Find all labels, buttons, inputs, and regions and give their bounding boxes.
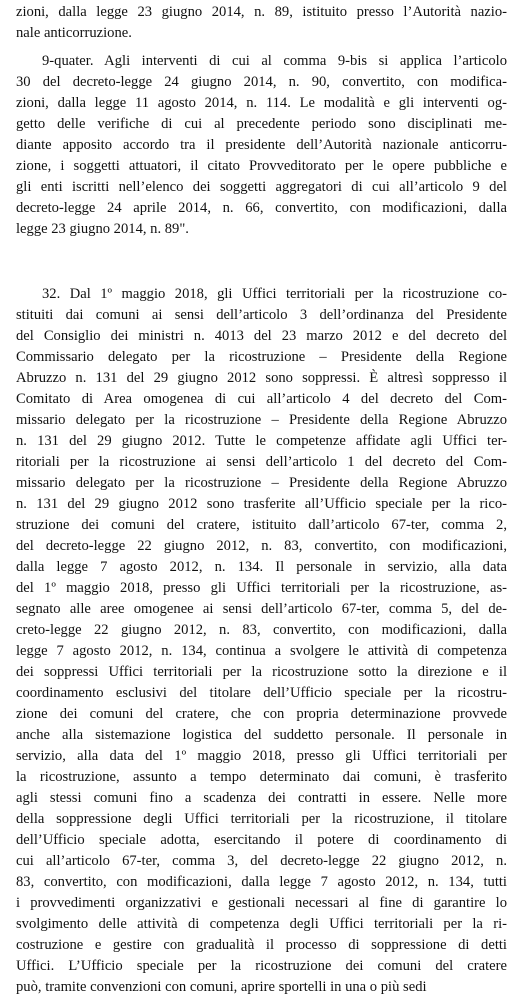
text-line: diante apposito accordo tra il presidente dell’Autorità nazionale anticorru- xyxy=(16,137,507,153)
text-line: servizio, alla data del 1º maggio 2018, presso gli Uffici territoriali per xyxy=(16,748,507,764)
text-line: svolgimento delle attività di competenza degli Uffici territoriali per la ri- xyxy=(16,916,507,932)
paragraph-p-9-quater xyxy=(16,51,507,240)
text-line: ritoriali per la ricostruzione ai sensi dell’articolo 1 del decreto del Com- xyxy=(16,454,507,470)
text-line: la ricostruzione, assunto a tempo determinato dai comuni, è trasferito xyxy=(16,769,507,785)
text-line: del Consiglio dei ministri n. 4013 del 23 marzo 2012 e del decreto del xyxy=(16,328,507,344)
text-line: 30 del decreto-legge 24 giugno 2014, n. 90, convertito, con modifica- xyxy=(16,74,507,90)
text-line: cui all’articolo 67-ter, comma 3, del decreto-legge 22 giugno 2012, n. xyxy=(16,853,507,869)
text-line: decreto-legge 24 aprile 2014, n. 66, convertito, con modificazioni, dalla xyxy=(16,200,507,216)
text-line: Commissario delegato per la ricostruzione – Presidente della Regione xyxy=(16,349,507,365)
text-line: zioni, dalla legge 23 giugno 2014, n. 89, istituito presso l’Autorità nazio- xyxy=(16,4,507,20)
text-line: missario delegato per la ricostruzione – Presidente della Regione Abruzzo xyxy=(16,475,507,491)
text-line: 32. Dal 1º maggio 2018, gli Uffici territoriali per la ricostruzione co- xyxy=(42,286,507,302)
text-line: n. 131 del 29 giugno 2012. Tutte le competenze affidate agli Uffici ter- xyxy=(16,433,507,449)
text-line: Abruzzo n. 131 del 29 giugno 2012 sono soppressi. È altresì soppresso il xyxy=(16,370,507,386)
text-line: agli stessi comuni fino a scadenza dei contratti in essere. Nelle more xyxy=(16,790,507,806)
text-line: anche alla sistemazione logistica del suddetto personale. Il personale in xyxy=(16,727,507,743)
text-line: Comitato di Area omogenea di cui all’articolo 4 del decreto del Com- xyxy=(16,391,507,407)
text-line: 9-quater. Agli interventi di cui al comma 9-bis si applica l’articolo xyxy=(42,53,507,69)
text-line: del 1º maggio 2018, presso gli Uffici territoriali per la ricostruzione, as- xyxy=(16,580,507,596)
text-line: stituiti dai comuni ai sensi dell’articolo 3 dell’ordinanza del Presidente xyxy=(16,307,507,323)
text-line: missario delegato per la ricostruzione – Presidente della Regione Abruzzo xyxy=(16,412,507,428)
text-line: nale anticorruzione. xyxy=(16,25,132,41)
text-line: gli enti iscritti nell’elenco dei soggetti aggregatori di cui all’articolo 9 del xyxy=(16,179,507,195)
text-line: Uffici. L’Ufficio speciale per la ricostruzione dei comuni del cratere xyxy=(16,958,507,974)
paragraph-p-continuation xyxy=(16,2,507,44)
text-line: costruzione e gestire con gradualità il processo di soppressione di detti xyxy=(16,937,507,953)
text-line: dell’Ufficio speciale adotta, esercitando il potere di coordinamento di xyxy=(16,832,507,848)
text-line: dei soppressi Uffici territoriali per la ricostruzione sotto la direzione e il xyxy=(16,664,507,680)
text-line: struzione dei comuni del cratere, istituito dall’articolo 67-ter, comma 2, xyxy=(16,517,507,533)
text-line: legge 7 agosto 2012, n. 134, continua a svolgere le attività di competenza xyxy=(16,643,507,659)
text-line: legge 23 giugno 2014, n. 89". xyxy=(16,221,189,237)
text-line: getto delle verifiche di cui al precedente periodo sono disciplinati me- xyxy=(16,116,507,132)
text-line: dalla legge 7 agosto 2012, n. 134. Il personale in servizio, alla data xyxy=(16,559,507,575)
text-line: i provvedimenti organizzativi e gestionali necessari al fine di garantire lo xyxy=(16,895,507,911)
text-line: può, tramite convenzioni con comuni, aprire sportelli in una o più sedi xyxy=(16,979,427,995)
paragraph-spacer xyxy=(16,240,507,284)
text-line: creto-legge 22 giugno 2012, n. 83, convertito, con modificazioni, dalla xyxy=(16,622,507,638)
text-line: segnato alle aree omogenee ai sensi dell’articolo 67-ter, comma 5, del de- xyxy=(16,601,507,617)
text-line: zione, i soggetti attuatori, il citato Provveditorato per le opere pubbliche e xyxy=(16,158,507,174)
text-line: 83, convertito, con modificazioni, dalla legge 7 agosto 2012, n. 134, tutti xyxy=(16,874,507,890)
text-line: della soppressione degli Uffici territoriali per la ricostruzione, il titolare xyxy=(16,811,507,827)
text-line: zioni, dalla legge 11 agosto 2014, n. 114. Le modalità e gli interventi og- xyxy=(16,95,507,111)
document-body xyxy=(16,2,507,998)
text-line: n. 131 del 29 giugno 2012 sono trasferite all’Ufficio speciale per la rico- xyxy=(16,496,507,512)
text-line: zione dei comuni del cratere, che con propria determinazione provvede xyxy=(16,706,507,722)
text-line: del decreto-legge 22 giugno 2012, n. 83, convertito, con modificazioni, xyxy=(16,538,507,554)
text-line: coordinamento esclusivi del titolare dell’Ufficio speciale per la ricostru- xyxy=(16,685,507,701)
